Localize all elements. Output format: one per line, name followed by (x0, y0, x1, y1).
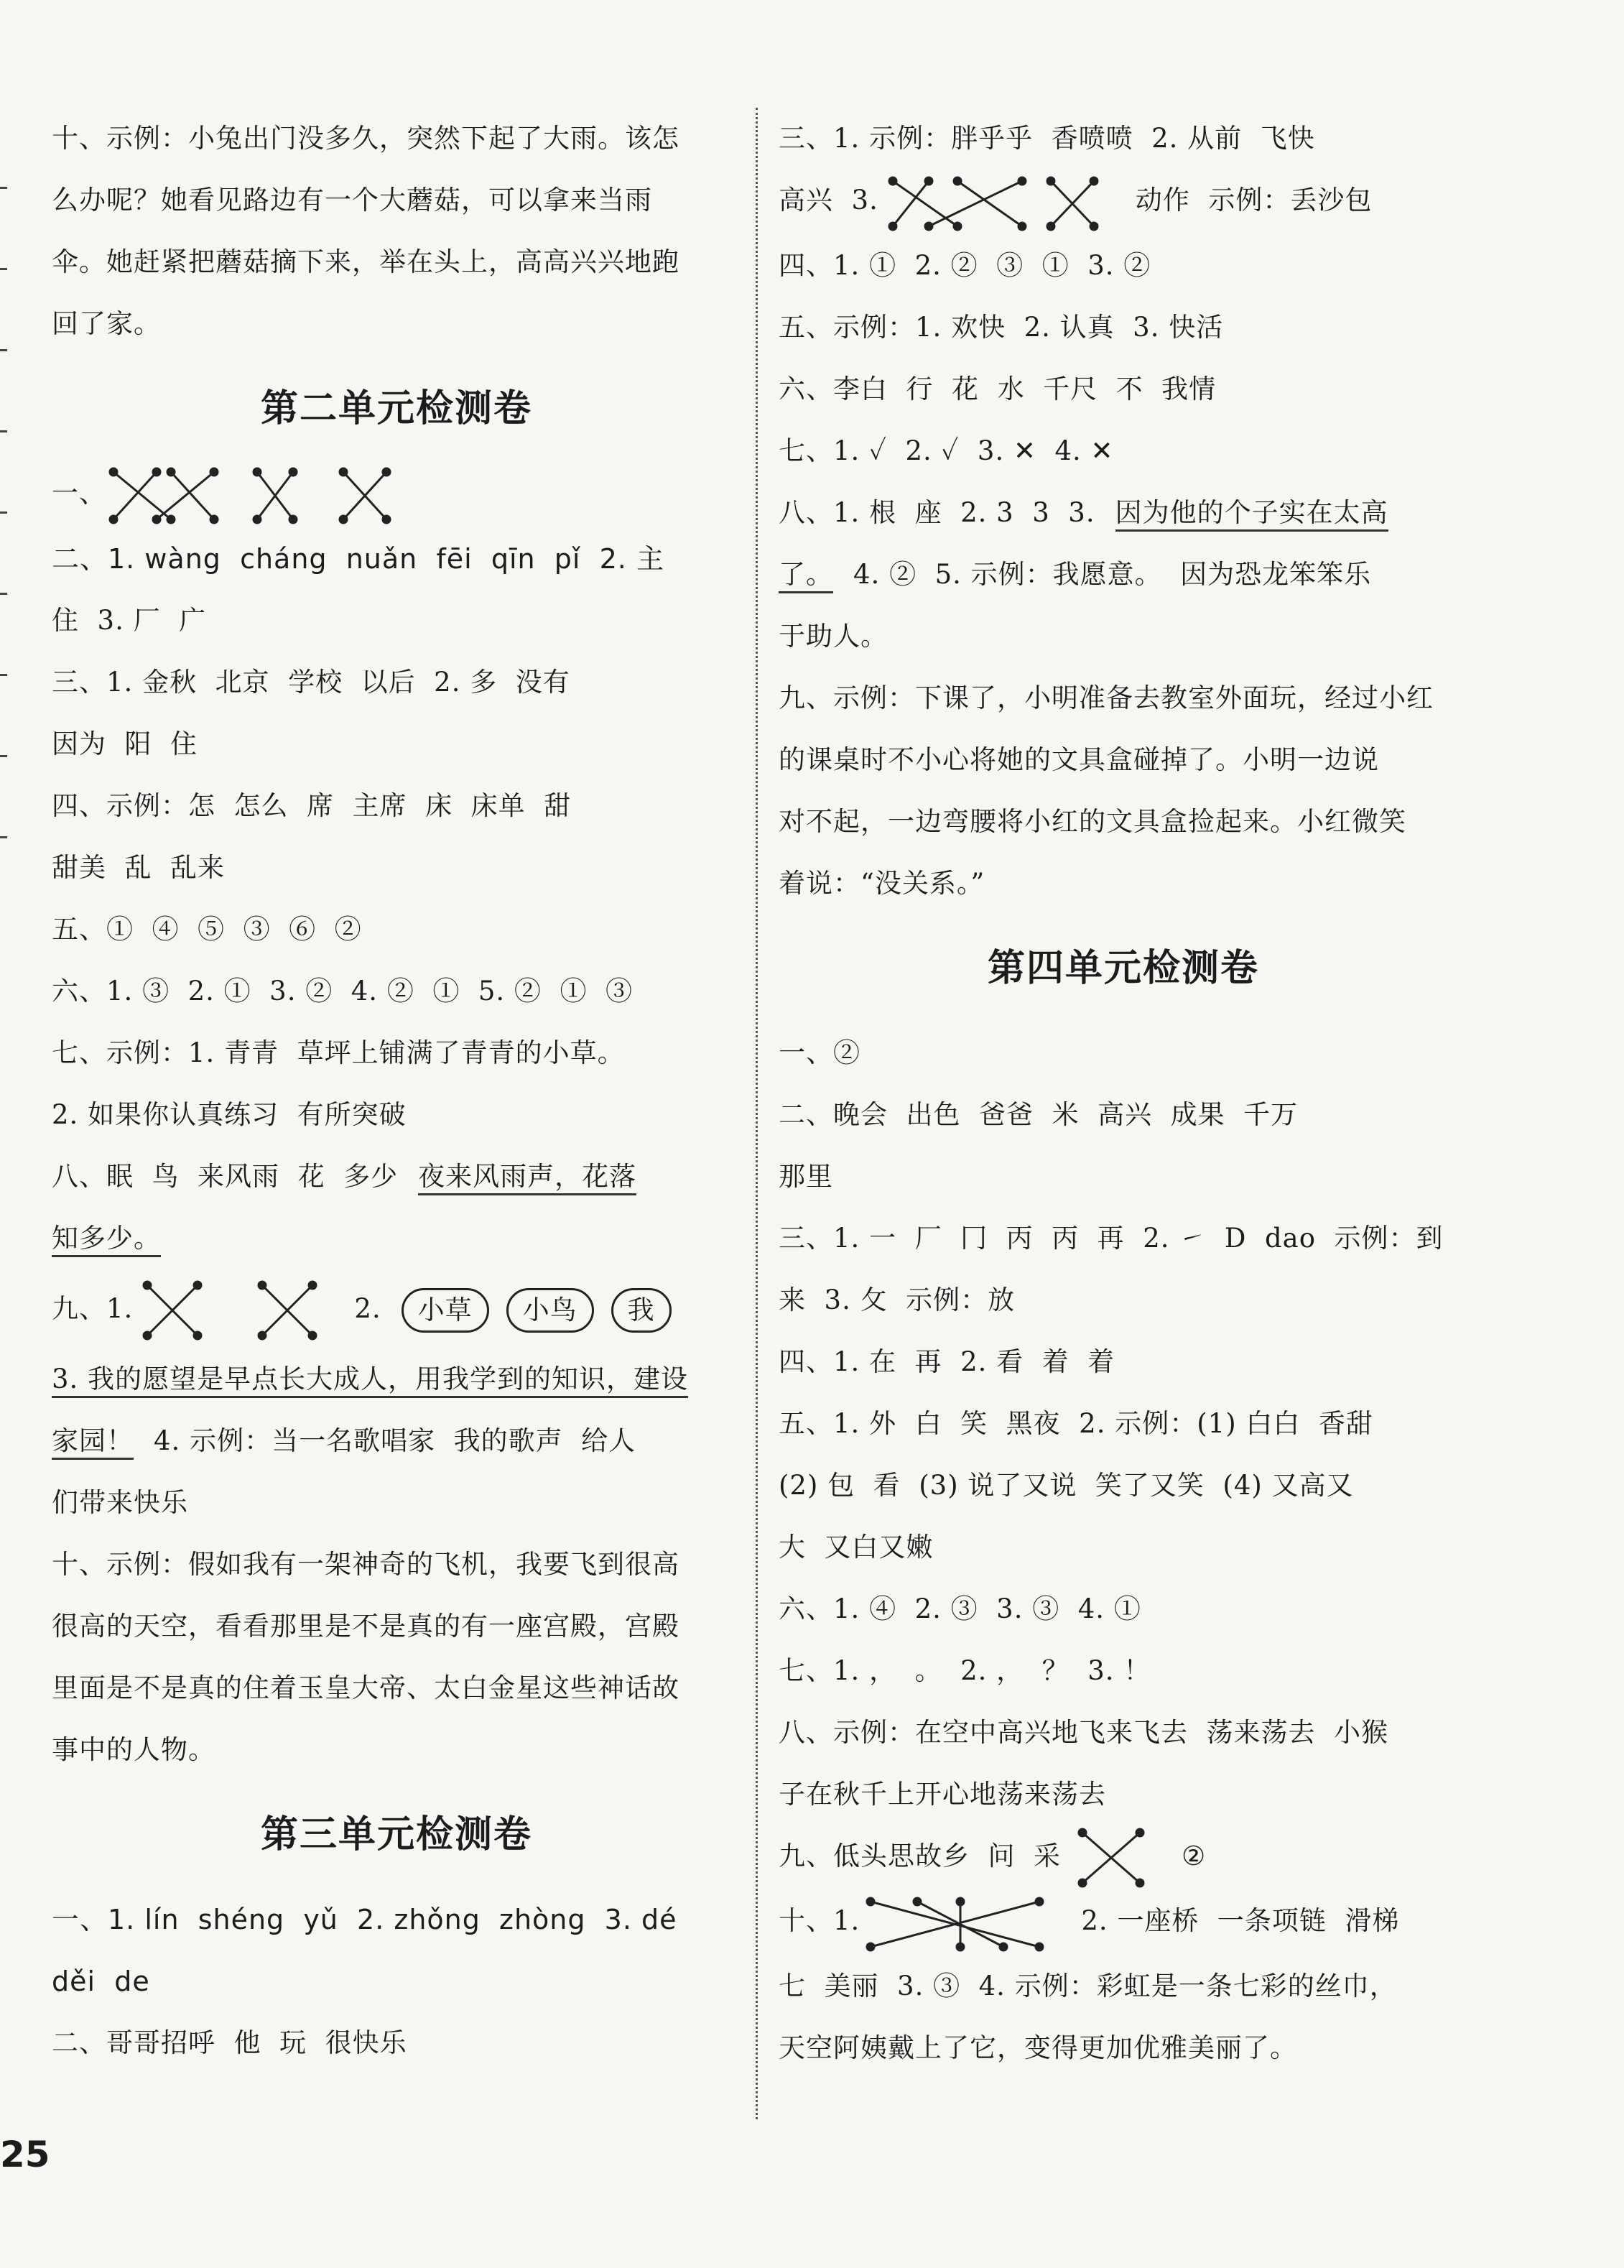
item-number: 2. (354, 1292, 381, 1324)
text-line (52, 1146, 741, 1208)
item-number: 十、1. (779, 1905, 860, 1936)
circled-answer: 小草 (402, 1288, 489, 1333)
text-line: 七 美丽 3. ③ 4. 示例：彩虹是一条七彩的丝巾， (779, 1970, 1397, 2001)
page-number: 25 (0, 2134, 50, 2175)
text-line (779, 482, 1468, 544)
text-line: 十、示例：假如我有一架神奇的飞机，我要飞到很高 (52, 1548, 679, 1580)
underlined-answer: 3. 我的愿望是早点长大成人，用我学到的知识，建设 (52, 1364, 688, 1398)
text-line: 六、1. ④ 2. ③ 3. ③ 4. ① (779, 1593, 1141, 1624)
text-line: 回了家。 (52, 308, 161, 339)
text-line: 二、哥哥招呼 他 玩 很快乐 (52, 2027, 407, 2058)
answer-text: 动作 示例：丢沙包 (1135, 185, 1373, 216)
text-line: 2. 如果你认真练习 有所突破 (52, 1098, 407, 1130)
item-number: 九、1. (52, 1292, 134, 1324)
text-line: 的课桌时不小心将她的文具盒碰掉了。小明一边说 (779, 744, 1379, 775)
text-line: 八、示例：在空中高兴地飞来飞去 荡来荡去 小猴 (779, 1716, 1389, 1748)
text-line (52, 1269, 741, 1348)
item-number: 一、 (52, 478, 106, 509)
text-line: 一、1. lín shéng yǔ 2. zhǒng zhòng 3. dé (52, 1903, 677, 1935)
text-line: 四、1. ① 2. ② ③ ① 3. ② (779, 249, 1151, 281)
text-line: 五、① ④ ⑤ ③ ⑥ ② (52, 913, 362, 945)
text-line: 那里 (779, 1160, 833, 1192)
text-line (52, 463, 741, 528)
answer-text: 4. ② 5. 示例：我愿意。 因为恐龙笨笨乐 (853, 558, 1372, 590)
matching-lines-figure (1061, 1825, 1161, 1890)
text-line (779, 1825, 1468, 1891)
text-line (779, 1890, 1468, 1955)
column-divider (756, 108, 758, 2119)
text-line: 九、示例：下课了，小明准备去教室外面玩，经过小红 (779, 682, 1434, 713)
answer-text: 八、1. 根 座 2. 3 3 3. (779, 496, 1095, 528)
text-line: 五、示例：1. 欢快 2. 认真 3. 快活 (779, 311, 1224, 343)
text-line: 来 3. 攵 示例：放 (779, 1284, 1016, 1315)
text-line: 七、示例：1. 青青 草坪上铺满了青青的小草。 (52, 1037, 625, 1068)
underlined-answer: 了。 (779, 559, 833, 593)
text-line: 事中的人物。 (52, 1734, 215, 1765)
circled-answer: 我 (611, 1288, 672, 1333)
text-line: 很高的天空，看看那里是不是真的有一座宫殿，宫殿 (52, 1610, 679, 1642)
text-line: 着说：“没关系。” (779, 867, 985, 899)
circled-answer: 小鸟 (506, 1288, 594, 1333)
item-number: 高兴 3. (779, 185, 878, 216)
matching-lines-figure (860, 1891, 1061, 1955)
text-line (779, 170, 1468, 235)
text-line: (2) 包 看 (3) 说了又说 笑了又笑 (4) 又高又 (779, 1469, 1354, 1501)
text-line: 六、1. ③ 2. ① 3. ② 4. ② ① 5. ② ① ③ (52, 975, 633, 1006)
underlined-answer: 夜来风雨声，花落 (418, 1161, 636, 1195)
text-line: 大 又白又嫩 (779, 1531, 934, 1563)
text-line: 于助人。 (779, 620, 888, 652)
text-line: 子在秋千上开心地荡来荡去 (779, 1778, 1106, 1810)
text-line: 甜美 乱 乱来 (52, 851, 226, 883)
text-line: 住 3. 厂 广 (52, 604, 207, 636)
section-heading-unit-4: 第四单元检测卷 (987, 945, 1259, 990)
right-column (779, 108, 1468, 2079)
text-line (52, 1410, 741, 1472)
text-line: 五、1. 外 白 笑 黑夜 2. 示例：(1) 白白 香甜 (779, 1407, 1373, 1439)
underlined-answer: 家园！ (52, 1425, 134, 1460)
section-heading-unit-3: 第三单元检测卷 (260, 1812, 532, 1856)
text-line: 伞。她赶紧把蘑菇摘下来，举在头上，高高兴兴地跑 (52, 246, 679, 277)
text-line: 三、1. 金秋 北京 学校 以后 2. 多 没有 (52, 666, 570, 698)
text-line: 对不起，一边弯腰将小红的文具盒捡起来。小红微笑 (779, 805, 1406, 837)
text-line (779, 544, 1468, 606)
text-line: 七、1. ✓ 2. ✓ 3. ✕ 4. ✕ (779, 435, 1114, 466)
binding-edge-marks (0, 187, 9, 905)
answer-text: 八、眠 鸟 来风雨 花 多少 (52, 1160, 399, 1192)
left-column (52, 108, 741, 2074)
matching-lines-figure (106, 463, 408, 528)
text-line: 么办呢？她看见路边有一个大蘑菇，可以拿来当雨 (52, 185, 652, 216)
answer-text: ② (1182, 1840, 1207, 1871)
underlined-answer: 知多少。 (52, 1223, 161, 1257)
text-line: 六、李白 行 花 水 千尺 不 我情 (779, 373, 1217, 404)
text-line: 四、示例：怎 怎么 席 主席 床 床单 甜 (52, 790, 572, 821)
text-line: 一、② (779, 1037, 860, 1068)
text-line: 四、1. 在 再 2. 看 着 着 (779, 1346, 1115, 1377)
text-line (52, 1348, 741, 1410)
text-line: 们带来快乐 (52, 1486, 188, 1518)
text-line: 三、1. 示例：胖乎乎 香喷喷 2. 从前 飞快 (779, 123, 1315, 154)
text-line: 十、示例：小兔出门没多久，突然下起了大雨。该怎 (52, 123, 679, 154)
text-line: 二、晚会 出色 爸爸 米 高兴 成果 千万 (779, 1098, 1299, 1130)
text-line: 因为 阳 住 (52, 728, 198, 759)
text-line: 天空阿姨戴上了它，变得更加优雅美丽了。 (779, 2032, 1297, 2063)
matching-lines-figure (878, 170, 1115, 235)
answer-text: 2. 一座桥 一条项链 滑梯 (1081, 1905, 1400, 1936)
section-heading-unit-2: 第二单元检测卷 (260, 387, 532, 430)
underlined-answer: 因为他的个子实在太高 (1115, 497, 1388, 532)
text-line: děi de (52, 1965, 150, 1997)
text-line: 七、1. ， 。 2. ， ？ 3. ！ (779, 1654, 1151, 1686)
matching-lines-figure (133, 1278, 334, 1343)
text-line: 里面是不是真的住着玉皇大帝、太白金星这些神话故 (52, 1672, 679, 1703)
text-line: 二、1. wàng cháng nuǎn fēi qīn pǐ 2. 主 (52, 542, 664, 575)
answer-text: 4. 示例：当一名歌唱家 我的歌声 给人 (154, 1425, 636, 1456)
text-line (52, 1208, 741, 1269)
answer-text: 九、低头思故乡 问 采 (779, 1840, 1062, 1871)
text-line: 三、1. 一 厂 冂 丙 丙 再 2. ㇀ D dao 示例：到 (779, 1222, 1444, 1254)
